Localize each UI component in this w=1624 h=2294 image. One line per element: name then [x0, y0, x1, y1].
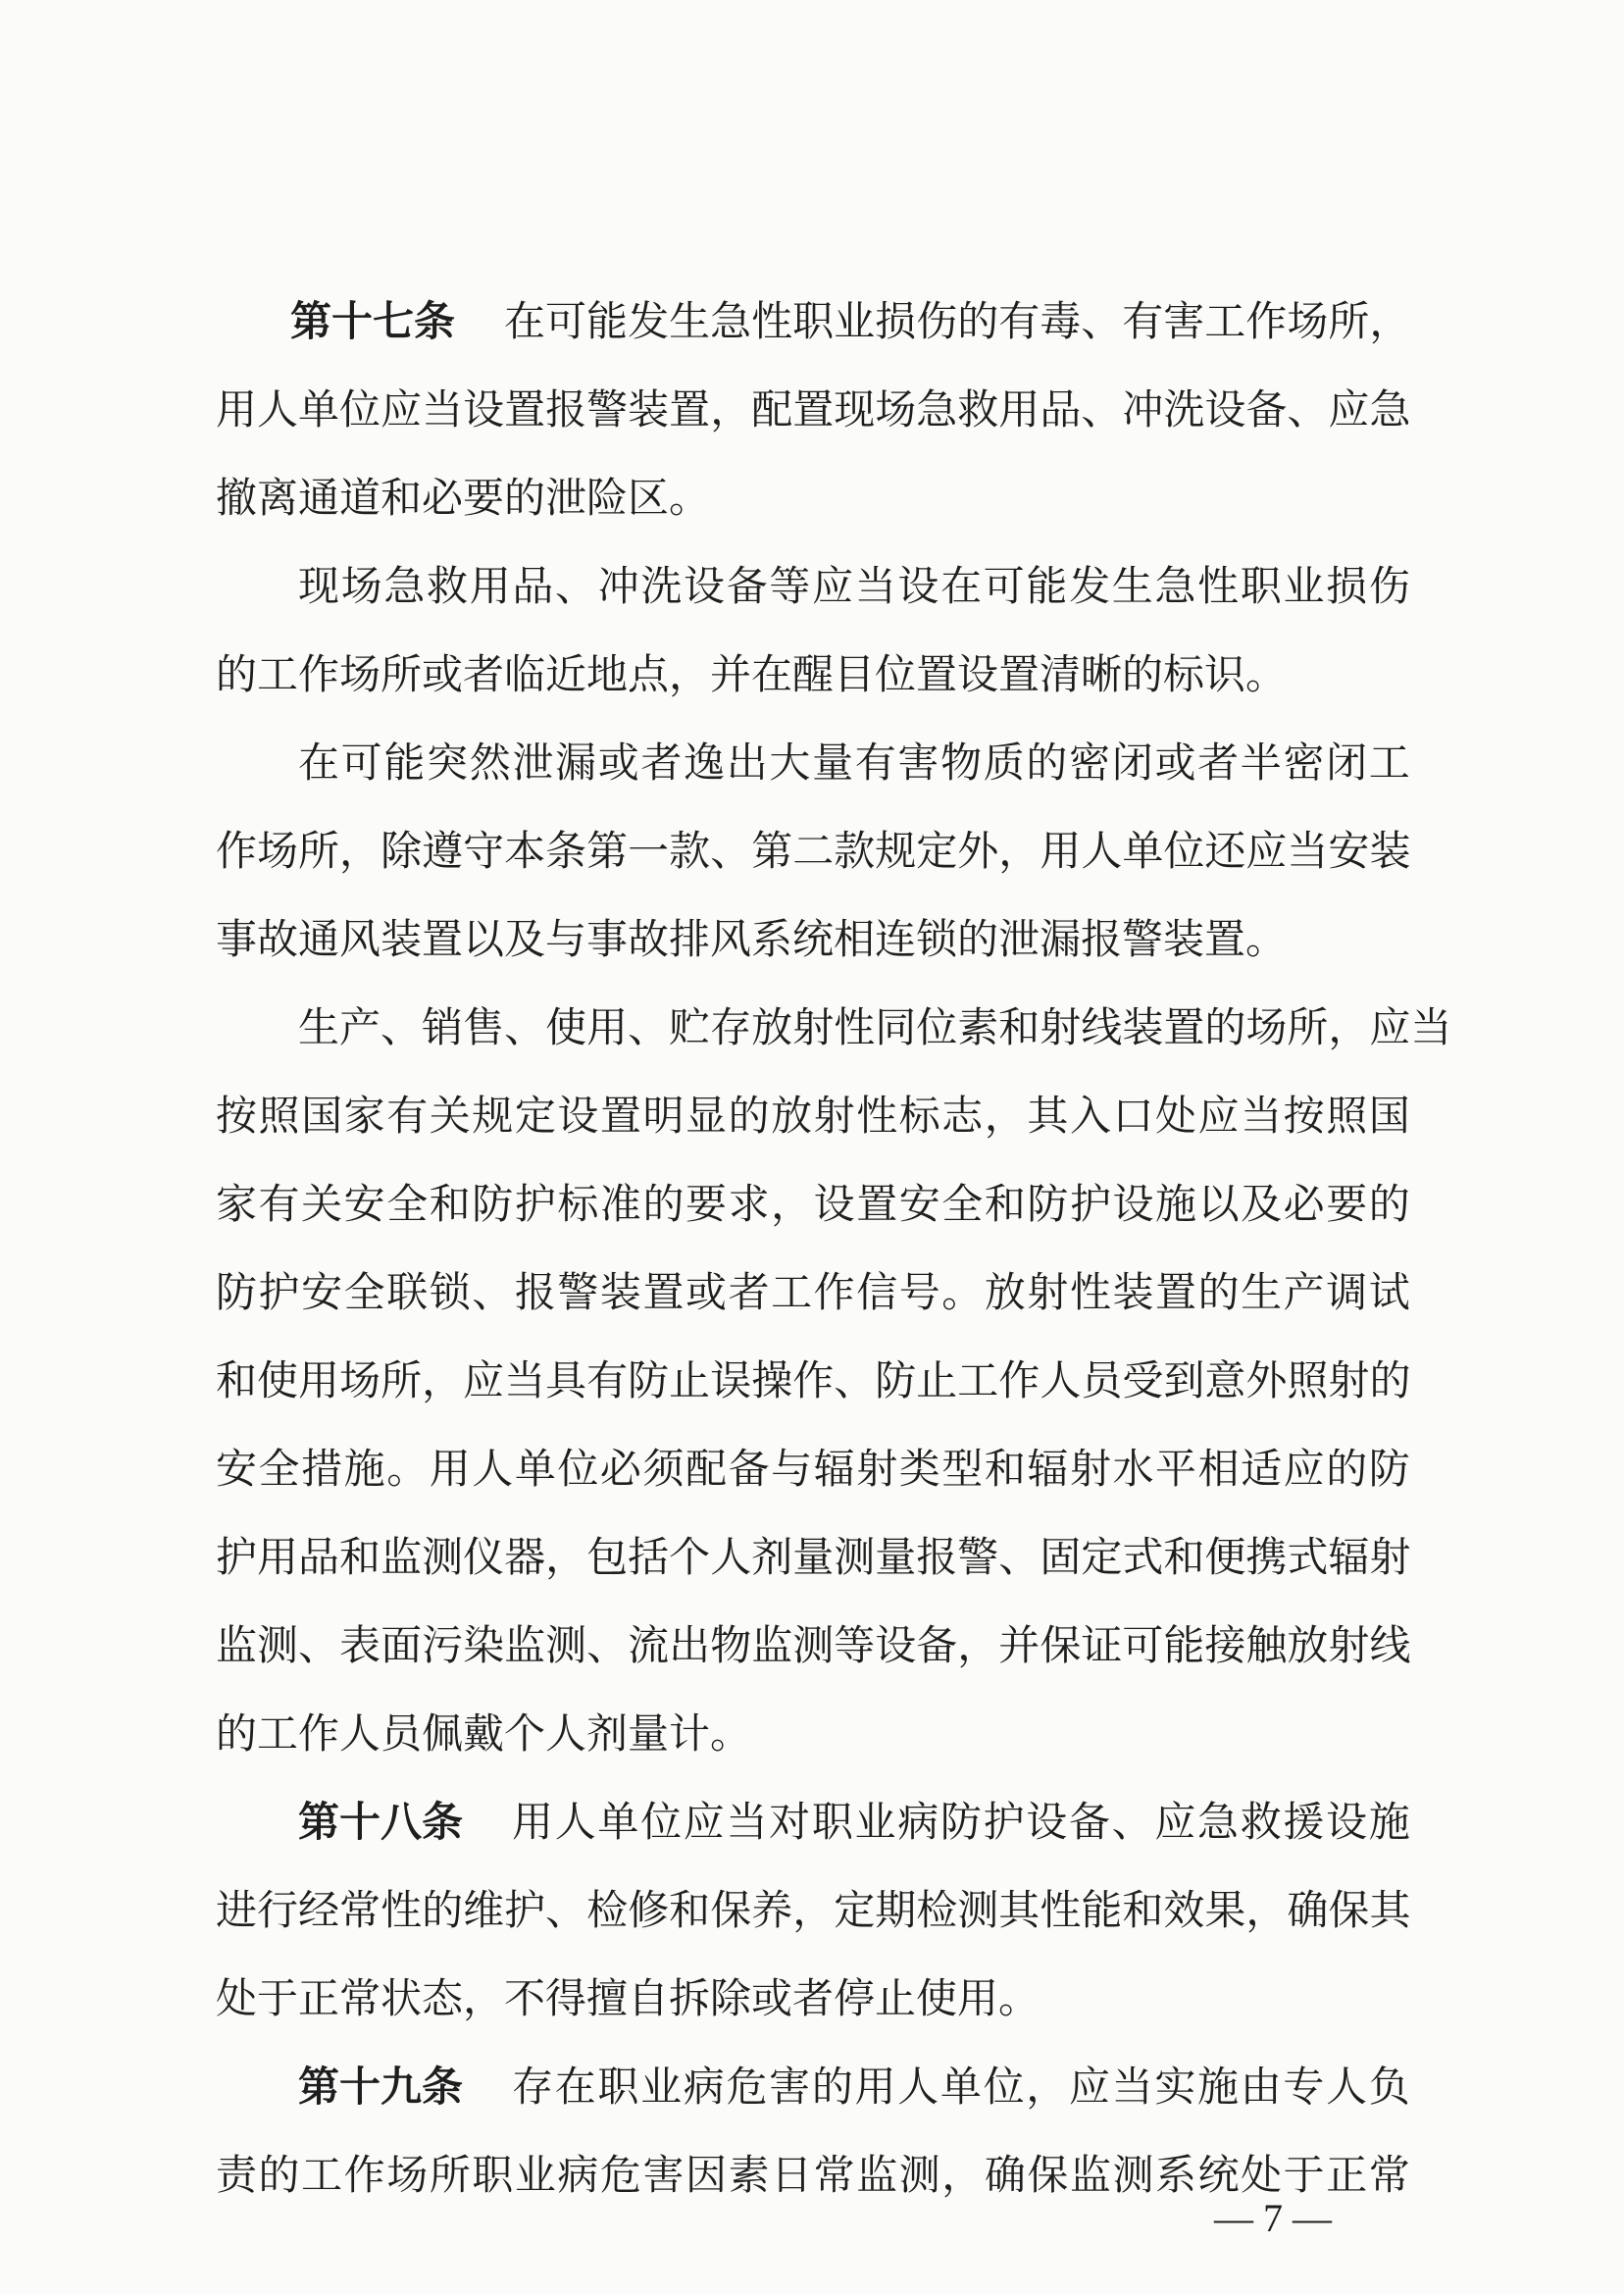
article-18-first-line	[298, 1778, 1410, 1866]
text-line: 在 可 能 发 生 急 性 职 业 损 伤 的 有 毒 、 有 害 工 作 场 所 ，	[504, 297, 1411, 345]
text-line: 责 的 工 作 场 所 职 业 病 危 害 因 素 日 常 监 测 ， 确 保 监 测 系 统 处 于 正 常	[216, 2151, 1410, 2199]
article-18-heading: 第十八条	[298, 1798, 464, 1846]
text-line: 防 护 安 全 联 锁 、 报 警 装 置 或 者 工 作 信 号 。 放 射 性 装 置 的 生 产 调 试	[216, 1268, 1410, 1316]
text-line: 撤离通道和必要的泄险区。	[216, 474, 711, 522]
text-line: 的工作人员佩戴个人剂量计。	[216, 1709, 752, 1758]
text-line: 事故通风装置以及与事故排风系统相连锁的泄漏报警装置。	[216, 915, 1288, 963]
text-line: 监 测 、 表 面 污 染 监 测 、 流 出 物 监 测 等 设 备 ， 并 保 证 可 能 接 触 放 射 线	[216, 1621, 1411, 1669]
text-line: 处于正常状态，不得擅自拆除或者停止使用。	[216, 1974, 1040, 2022]
page-number: — 7 —	[1214, 2196, 1332, 2240]
text-line: 现 场 急 救 用 品 、 冲 洗 设 备 等 应 当 设 在 可 能 发 生 急 性 职 业 损 伤	[298, 562, 1410, 610]
article-19-heading: 第十九条	[298, 2063, 464, 2111]
text-line: 家 有 关 安 全 和 防 护 标 准 的 要 求 ， 设 置 安 全 和 防 护 设 施 以 及 必 要 的	[216, 1180, 1410, 1228]
text-line: 生 产 、 销 售 、 使 用 、 贮 存 放 射 性 同 位 素 和 射 线 装 置 的 场 所 ， 应 当	[298, 1003, 1452, 1051]
text-line: 存 在 职 业 病 危 害 的 用 人 单 位 ， 应 当 实 施 由 专 人 负	[512, 2063, 1410, 2111]
text-line: 进 行 经 常 性 的 维 护 、 检 修 和 保 养 ， 定 期 检 测 其 性 能 和 效 果 ， 确 保 其	[216, 1886, 1411, 1934]
text-line: 用 人 单 位 应 当 对 职 业 病 防 护 设 备 、 应 急 救 援 设 施	[512, 1798, 1410, 1846]
text-line: 安 全 措 施 。 用 人 单 位 必 须 配 备 与 辐 射 类 型 和 辐 射 水 平 相 适 应 的 防	[216, 1445, 1410, 1493]
article-17-heading: 第十七条	[290, 297, 456, 345]
text-line: 护 用 品 和 监 测 仪 器 ， 包 括 个 人 剂 量 测 量 报 警 、 固 定 式 和 便 携 式 辐 射	[216, 1533, 1411, 1581]
text-line: 和 使 用 场 所 ， 应 当 具 有 防 止 误 操 作 、 防 止 工 作 人 员 受 到 意 外 照 射 的	[216, 1356, 1411, 1404]
text-line: 按 照 国 家 有 关 规 定 设 置 明 显 的 放 射 性 标 志 ， 其 入 口 处 应 当 按 照 国	[216, 1092, 1410, 1140]
text-line: 的工作场所或者临近地点，并在醒目位置设置清晰的标识。	[216, 650, 1288, 698]
text-line: 用 人 单 位 应 当 设 置 报 警 装 置 ， 配 置 现 场 急 救 用 品 、 冲 洗 设 备 、 应 急	[216, 385, 1411, 433]
article-17-first-line	[290, 278, 1410, 366]
text-line: 作 场 所 ， 除 遵 守 本 条 第 一 款 、 第 二 款 规 定 外 ， 用 人 单 位 还 应 当 安 装	[216, 827, 1411, 875]
text-line: 在 可 能 突 然 泄 漏 或 者 逸 出 大 量 有 害 物 质 的 密 闭 或 者 半 密 闭 工	[298, 739, 1410, 787]
article-19-first-line	[298, 2043, 1410, 2131]
